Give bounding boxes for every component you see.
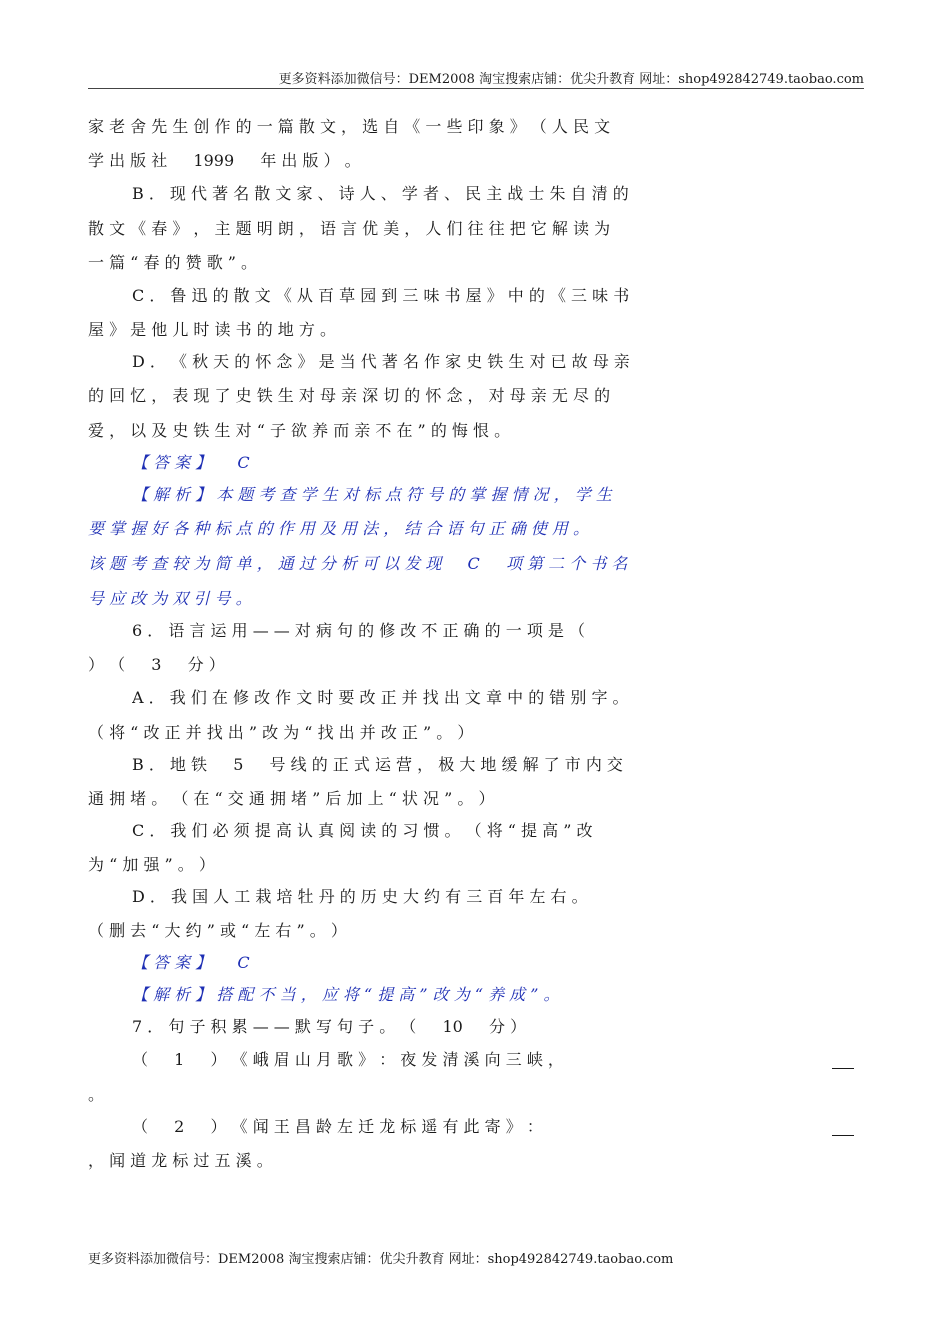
analysis-line: 该 题 考 查 较 为 简 单 ， 通 过 分 析 可 以 发 现 C 项 第 二 个 书 名 — [88, 554, 628, 573]
answer-blank — [832, 1052, 854, 1069]
option-c-line: C ． 我 们 必 须 提 高 认 真 阅 读 的 习 惯 。 （ 将 “ 提 高 ” 改 — [132, 821, 593, 840]
option-d-line: D ． 《 秋 天 的 怀 念 》 是 当 代 著 名 作 家 史 铁 生 对 已 故 母 亲 — [132, 352, 630, 371]
analysis-line: 要 掌 握 好 各 种 标 点 的 作 用 及 用 法 ， 结 合 语 句 正 确 使 用 。 — [88, 519, 589, 538]
answer-blank — [832, 1119, 854, 1136]
option-a-line: A ． 我 们 在 修 改 作 文 时 要 改 正 并 找 出 文 章 中 的 错 别 字 。 — [132, 688, 629, 707]
option-b-line: B ． 地 铁 5 号 线 的 正 式 运 营 ， 极 大 地 缓 解 了 市 内 交 — [132, 755, 623, 774]
text-line: 爱 ， 以 及 史 铁 生 对 “ 子 欲 养 而 亲 不 在 ” 的 悔 恨 。 — [88, 421, 511, 440]
option-d-line: D ． 我 国 人 工 栽 培 牡 丹 的 历 史 大 约 有 三 百 年 左 右 。 — [132, 887, 588, 906]
footer-text: 更多资料添加微信号：DEM2008 淘宝搜索店铺：优尖升教育 网址：shop492842749.taobao.com — [88, 1252, 674, 1267]
analysis-line: 号 应 改 为 双 引 号 。 — [88, 589, 252, 608]
page-header — [88, 66, 864, 89]
text-line: 学 出 版 社 1999 年 出 版 ） 。 — [88, 151, 361, 170]
option-b-line: B ． 现 代 著 名 散 文 家 、 诗 人 、 学 者 、 民 主 战 士 朱 自 清 的 — [132, 184, 629, 203]
header-text: 更多资料添加微信号：DEM2008 淘宝搜索店铺：优尖升教育 网址：shop492842749.taobao.com — [278, 72, 864, 87]
page-footer — [88, 1248, 673, 1267]
text-line: 一 篇 “ 春 的 赞 歌 ” 。 — [88, 253, 258, 272]
text-line: （ 将 “ 改 正 并 找 出 ” 改 为 “ 找 出 并 改 正 ” 。 ） — [88, 723, 474, 742]
analysis-line: 【 解 析 】 搭 配 不 当 ， 应 将 “ 提 高 ” 改 为 “ 养 成 ” 。 — [132, 985, 560, 1004]
text-line: 散 文 《 春 》 ， 主 题 明 朗 ， 语 言 优 美 ， 人 们 往 往 把 它 解 读 为 — [88, 219, 611, 238]
text-line: 通 拥 堵 。 （ 在 “ 交 通 拥 堵 ” 后 加 上 “ 状 况 ” 。 ） — [88, 789, 495, 808]
text-line: 家 老 舍 先 生 创 作 的 一 篇 散 文 ， 选 自 《 一 些 印 象 》 （ 人 民 文 — [88, 117, 611, 136]
text-line: 屋 》 是 他 儿 时 读 书 的 地 方 。 — [88, 320, 336, 339]
recitation-1: （ 1 ） 《 峨 眉 山 月 歌 》 ： 夜 发 清 溪 向 三 峡 ， — [132, 1050, 564, 1069]
text-line: ， 闻 道 龙 标 过 五 溪 。 — [88, 1151, 273, 1170]
question-7: 7 ． 句 子 积 累 — — 默 写 句 子 。 （ 10 分 ） — [132, 1017, 527, 1036]
option-c-line: C ． 鲁 迅 的 散 文 《 从 百 草 园 到 三 味 书 屋 》 中 的 《 三 味 书 — [132, 286, 630, 305]
text-line: 为 “ 加 强 ” 。 ） — [88, 855, 215, 874]
text-line: 的 回 忆 ， 表 现 了 史 铁 生 对 母 亲 深 切 的 怀 念 ， 对 母 亲 无 尽 的 — [88, 386, 611, 405]
answer-label: 【 答 案 】 C — [132, 453, 250, 472]
text-line: 。 — [88, 1085, 105, 1104]
text-line: ） （ 3 分 ） — [88, 655, 225, 674]
answer-label: 【 答 案 】 C — [132, 953, 250, 972]
text-line: （ 删 去 “ 大 约 ” 或 “ 左 右 ” 。 ） — [88, 921, 347, 940]
recitation-2: （ 2 ） 《 闻 王 昌 龄 左 迁 龙 标 遥 有 此 寄 》 ： — [132, 1117, 543, 1136]
analysis-line: 【 解 析 】 本 题 考 查 学 生 对 标 点 符 号 的 掌 握 情 况 ， 学 生 — [132, 485, 612, 504]
question-6: 6 ． 语 言 运 用 — — 对 病 句 的 修 改 不 正 确 的 一 项 是 （ — [132, 621, 585, 640]
